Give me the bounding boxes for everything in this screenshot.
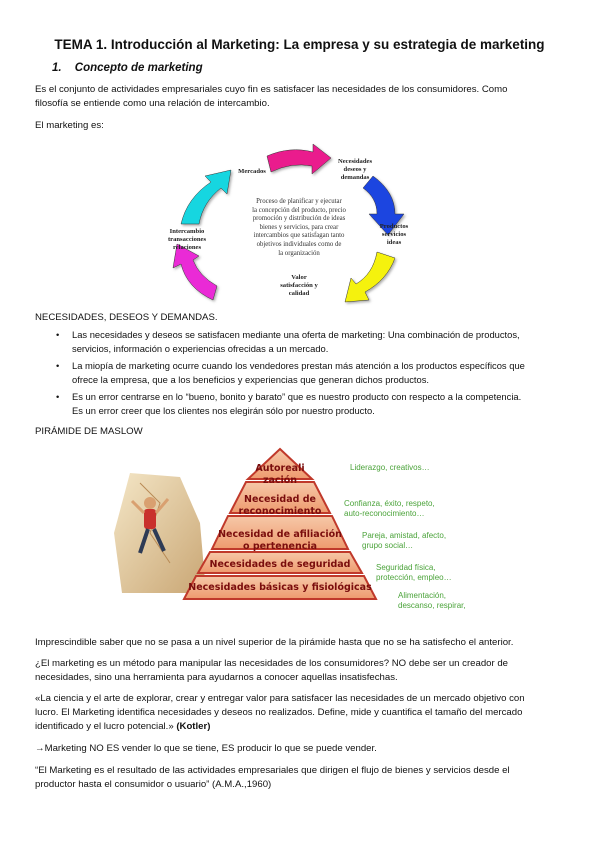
marketing-cycle-diagram (155, 140, 425, 315)
para-manipular: ¿El marketing es un método para manipular las necesidades de los consumidores? NO debe ser un creador de necesidades, sino una herramienta para ayudarnos a conocer aquellas insatisfechas. (35, 658, 509, 683)
document-title: TEMA 1. Introducción al Marketing: La empresa y su estrategia de marketing (54, 37, 545, 52)
pyramid-label-2: Necesidad de reconocimiento (238, 494, 322, 517)
section-number: 1. (52, 62, 62, 74)
cycle-center-text: Proceso de planificar y ejecutar la concepción del producto, precio promoción y distribución de ideas bienes y servicios, para crear intercambios que satisfagan tanto objetivos individuales como de la organización (252, 198, 346, 257)
intro-line: Es el conjunto de actividades empresariales cuyo fin es satisfacer las necesidades de los consumidores. Como (35, 84, 508, 95)
cycle-arrow-left (181, 170, 231, 224)
pyramid-side-1: Liderazgo, creativos… (350, 463, 430, 472)
pyramid-label-3: Necesidad de afiliación o pertenencia (218, 529, 342, 552)
kotler-citation: (Kotler) (176, 721, 211, 732)
marketing-es-label: El marketing es: (35, 120, 104, 131)
pyramid-side-3: Pareja, amistad, afecto, grupo social… (362, 531, 447, 550)
node-valor: Valor satisfacción y calidad (280, 274, 318, 297)
node-productos: Productos servicios ideas (379, 223, 409, 246)
para-ama: “El Marketing es el resultado de las actividades empresariales que dirigen el flujo de bienes y servicios desde el productor hasta el consumidor o usuario” (A.M.A.,1960) (35, 765, 510, 790)
necesidades-heading: NECESIDADES, DESEOS Y DEMANDAS. (35, 312, 218, 323)
section-title: Concepto de marketing (74, 62, 203, 74)
node-intercambio: Intercambio transacciones relaciones (167, 228, 207, 251)
pyramid-side-4: Seguridad física, protección, empleo… (376, 563, 452, 582)
maslow-heading: PIRÁMIDE DE MASLOW (35, 426, 143, 437)
pyramid-label-5: Necesidades básicas y fisiológicas (188, 582, 372, 593)
necesidades-list (52, 328, 572, 421)
list-item: • Las necesidades y deseos se satisfacen mediante una oferta de marketing: Una combinación de productos, servicios, información o experiencias ofrecidas a un mercado. (52, 328, 572, 356)
cycle-arrow-bottom-left (173, 244, 217, 300)
node-mercados: Mercados (238, 168, 266, 175)
list-item: • La miopía de marketing ocurre cuando los vendedores prestan más atención a los productos específicos que ofrece la empresa, que a los beneficios y experiencias que generan dichos productos. (52, 359, 572, 387)
para-vender: →Marketing NO ES vender lo que se tiene, ES producir lo que se puede vender. (35, 743, 377, 754)
pyramid-side-5: Alimentación, descanso, respirar, (398, 591, 466, 610)
pyramid-label-1: Autoreali zación (255, 463, 305, 486)
node-necesidades: Necesidades deseos y demandas (337, 158, 373, 181)
list-item: • Es un error centrarse en lo “bueno, bonito y barato” que es nuestro producto con respecto a la competencia. Es un error creer que los clientes nos elegirán sólo por nuestro producto. (52, 390, 572, 418)
para-imprescindible: Imprescindible saber que no se pasa a un nivel superior de la pirámide hasta que no se ha satisfecho el anterior. (35, 637, 514, 648)
intro-paragraph (35, 83, 575, 111)
pyramid-label-4: Necesidades de seguridad (209, 559, 351, 570)
section-heading (52, 62, 203, 74)
cycle-arrow-bottom-right (345, 252, 395, 302)
maslow-figure (110, 445, 510, 625)
pyramid-side-2: Confianza, éxito, respeto, auto-reconocimiento… (344, 499, 435, 518)
intro-line: filosofía se entiende como una relación de intercambio. (35, 98, 270, 109)
para-kotler: «La ciencia y el arte de explorar, crear y entregar valor para satisfacer las necesidades de un mercado objetivo con lucro. El Marketing identifica necesidades y deseos no realizados. Define, mide y cuantifica el tamaño del mercado identificado y el lucro potencial.» (Kotler) (35, 693, 525, 732)
